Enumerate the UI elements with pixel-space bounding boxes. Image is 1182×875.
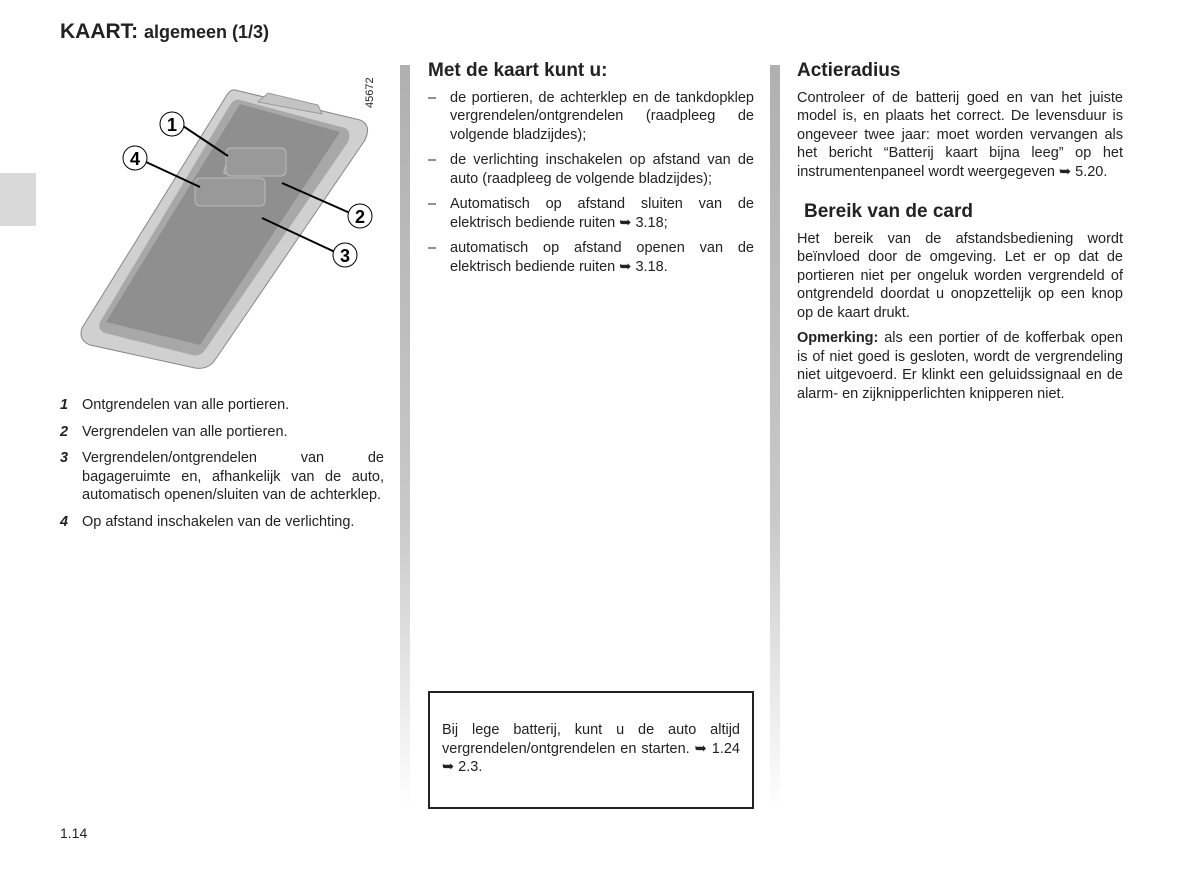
legend-text: Ontgrendelen van alle portieren. [82, 397, 290, 413]
paragraph: Het bereik van de afstandsbediening wordt beïnvloed door de omgeving. Let er op dat de portieren niet per ongeluk worden vergrendeld of ontgrendeld doordat u onopzettelijk op een knop op de kaart drukt. [797, 230, 1123, 321]
dash: – [428, 196, 437, 212]
remark-label: Opmerking: [797, 330, 879, 346]
right-column [797, 62, 1123, 410]
title-sub: algemeen (1/3) [144, 22, 270, 42]
callout-1-label: 1 [166, 115, 178, 135]
legend-text: Op afstand inschakelen van de verlichting. [82, 513, 355, 530]
legend-number: 1 [60, 397, 69, 413]
list-item [428, 195, 754, 232]
legend-number: 2 [60, 423, 69, 440]
callout-4-label: 4 [129, 149, 141, 169]
card-key-illustration [60, 70, 390, 390]
item-text: automatisch op afstand openen van de elektrisch bediende ruiten ➥ 3.18. [450, 240, 754, 275]
dash: – [428, 152, 437, 168]
paragraph: Controleer of de batterij goed en van het juiste model is, en plaats het correct. De levensduur is ongeveer twee jaar: moet worden vervangen als het bericht “Batterij kaart bijna leeg” op het instrumentenpaneel wordt weergegeven ➥ 5.20. [797, 89, 1123, 180]
list-item [428, 151, 754, 188]
legend-item [60, 449, 384, 505]
list-item [428, 239, 754, 276]
section-heading: Met de kaart kunt u: [428, 60, 608, 81]
item-text: Automatisch op afstand sluiten van de elektrisch bediende ruiten ➥ 3.18; [450, 196, 754, 231]
remark-text: als een portier of de kofferbak open is of niet goed is gesloten, wordt de vergrendeling niet uitgevoerd. Er klinkt een geluidssignaal en de alarm- en zijknipperlichten knipperen niet. [797, 330, 1123, 402]
callout-3-label: 3 [339, 246, 351, 266]
page-title [60, 20, 269, 44]
legend-text: Vergrendelen van alle portieren. [82, 423, 288, 440]
page-number: 1.14 [60, 825, 88, 841]
figure-number: 45672 [364, 77, 376, 108]
legend-number: 3 [60, 450, 69, 466]
remark-paragraph [797, 329, 1123, 403]
legend-number: 4 [60, 513, 69, 530]
dash: – [428, 89, 437, 106]
section-tab [0, 173, 36, 226]
item-text: de verlichting inschakelen op afstand van de auto (raadpleeg de volgende bladzijdes); [450, 152, 754, 187]
section-heading: Actieradius [797, 60, 901, 81]
note-box [428, 691, 754, 809]
note-text: Bij lege batterij, kunt u de auto altijd vergrendelen/ontgrendelen en starten. ➥ 1.24 ➥ 2.3. [442, 722, 740, 775]
list-item [428, 89, 754, 145]
item-text: de portieren, de achterklep en de tankdopklep vergrendelen/ontgrendelen (raadpleeg de volgende bladzijdes); [450, 89, 754, 143]
legend-item [60, 423, 384, 442]
legend-item [60, 513, 384, 532]
legend-text: Vergrendelen/ontgrendelen van de bagageruimte en, afhankelijk van de auto, automatisch openen/sluiten van de achterklep. [82, 450, 384, 503]
callout-2-label: 2 [354, 207, 366, 227]
title-main: KAART: [60, 20, 139, 43]
column-divider [400, 65, 410, 810]
dash: – [428, 240, 437, 256]
middle-column [428, 62, 754, 283]
column-divider [770, 65, 780, 810]
legend-list [60, 396, 384, 539]
legend-item [60, 396, 384, 415]
section-heading: Bereik van de card [804, 201, 973, 222]
